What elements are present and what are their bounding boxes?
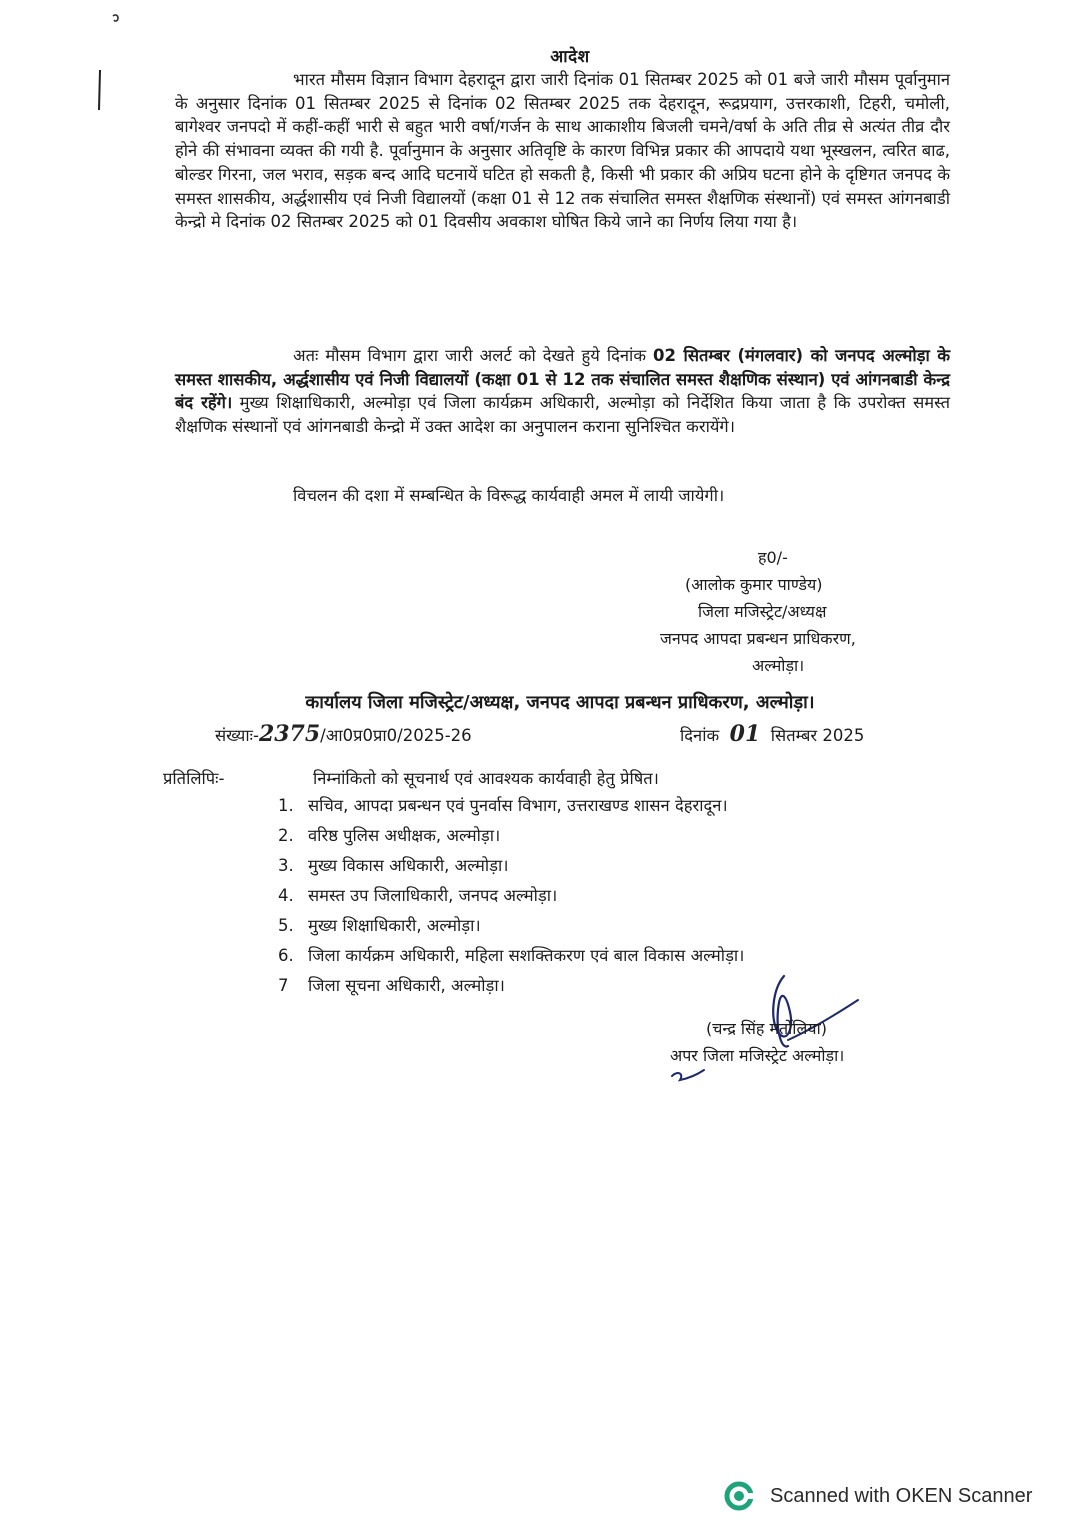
signatory2-name: (चन्द्र सिंह मर्तोलिया) <box>706 1019 827 1038</box>
reference-suffix: /आ0प्र0प्रा0/2025-26 <box>320 726 472 745</box>
reference-number <box>215 721 472 747</box>
additional-magistrate-signature-block <box>670 1015 970 1069</box>
list-item: 1. सचिव, आपदा प्रबन्धन एवं पुनर्वास विभाग, उत्तराखण्ड शासन देहरादून। <box>278 796 728 815</box>
reference-number-handwritten: 2375 <box>258 721 321 747</box>
list-item: 2. वरिष्ठ पुलिस अधीक्षक, अल्मोड़ा। <box>278 826 501 845</box>
district-magistrate-signature-block <box>640 544 940 679</box>
date-rest: सितम्बर 2025 <box>770 726 865 745</box>
scan-speck-mark <box>112 14 120 24</box>
list-item: 5. मुख्य शिक्षाधिकारी, अल्मोड़ा। <box>278 916 481 935</box>
order-paragraph-3: विचलन की दशा में सम्बन्धित के विरूद्ध कार्यवाही अमल में लायी जायेगी। <box>293 486 725 505</box>
reference-label: संख्याः- <box>215 726 259 745</box>
copy-intro: निम्नांकितो को सूचनार्थ एवं आवश्यक कार्यवाही हेतु प्रेषित। <box>313 769 659 788</box>
para2-closure-notice: 02 सितम्बर (मंगलवार) को जनपद अल्मोड़ा के समस्त शासकीय, अर्द्धशासीय एवं निजी विद्यालयों (कक्षा 01 से 12 तक संचालित समस्त शैक्षणिक संस्थान) एवं आंगनबाडी केन्द्र बंद रहेंगे। <box>175 346 950 413</box>
list-item: 3. मुख्य विकास अधिकारी, अल्मोड़ा। <box>278 856 509 875</box>
list-item: 7 जिला सूचना अधिकारी, अल्मोड़ा। <box>278 976 505 995</box>
order-paragraph-2 <box>175 344 950 439</box>
para2-intro: अतः मौसम विभाग द्वारा जारी अलर्ट को देखते हुये दिनांक <box>293 346 654 365</box>
order-heading: आदेश <box>550 47 590 67</box>
office-line: कार्यालय जिला मजिस्ट्रेट/अध्यक्ष, जनपद आपदा प्रबन्धन प्राधिकरण, अल्मोड़ा। <box>305 692 815 713</box>
date-label: दिनांक <box>680 726 720 745</box>
order-paragraph-1: भारत मौसम विज्ञान विभाग देहरादून द्वारा जारी दिनांक 01 सितम्बर 2025 को 01 बजे जारी मौसम पूर्वानुमान के अनुसार दिनांक 01 सितम्बर 2025 से दिनांक 02 सितम्बर 2025 तक देहरादून, रूद्रप्रयाग, उत्तरकाशी, टिहरी, चमोली, बागेश्वर जनपदो में कहीं-कहीं भारी से बहुत भारी वर्षा/गर्जन के साथ आकाशीय बिजली चमने/वर्षा के अति तीव्र से अत्यंत तीव्र दौर होने की संभावना व्यक्त की गयी है. पूर्वानुमान के अनुसार अतिवृष्टि के कारण विभिन्न प्रकार की आपदाये यथा भूस्खलन, त्वरित बाढ, बोल्डर गिरना, जल भराव, सड़क बन्द आदि घटनायें घटित हो सकती है, किसी भी प्रकार की अप्रिय घटना होने के दृष्टिगत जनपद के समस्त शासकीय, अर्द्धशासीय एवं निजी विद्यालयों (कक्षा 01 से 12 तक संचालित समस्त शैक्षणिक संस्थानों) एवं समस्त आंगनबाडी केन्द्रो मे दिनांक 02 सितम्बर 2025 को 01 दिवसीय अवकाश घोषित किये जाने का निर्णय लिया गया है। <box>175 70 950 232</box>
copy-label: प्रतिलिपिः- <box>163 769 225 788</box>
reference-date <box>680 721 864 747</box>
signatory-designation: जिला मजिस्ट्रेट/अध्यक्ष <box>698 602 827 621</box>
scanner-watermark <box>724 1480 1032 1512</box>
signatory-place: अल्मोड़ा। <box>752 656 805 675</box>
oken-scanner-logo-icon <box>724 1481 754 1511</box>
signatory2-designation: अपर जिला मजिस्ट्रेट अल्मोड़ा। <box>670 1046 845 1065</box>
signed-mark: ह0/- <box>758 548 788 567</box>
scanner-watermark-text: Scanned with OKEN Scanner <box>770 1484 1033 1507</box>
list-item: 6. जिला कार्यक्रम अधिकारी, महिला सशक्तिकरण एवं बाल विकास अल्मोड़ा। <box>278 946 745 965</box>
list-item: 4. समस्त उप जिलाधिकारी, जनपद अल्मोड़ा। <box>278 886 558 905</box>
scan-margin-mark <box>98 70 102 110</box>
para2-directive: मुख्य शिक्षाधिकारी, अल्मोड़ा एवं जिला कार्यक्रम अधिकारी, अल्मोड़ा को निर्देशित किया जाता है कि उपरोक्त समस्त शैक्षणिक संस्थानों एवं आंगनबाडी केन्द्रो में उक्त आदेश का अनुपालन कराना सुनिश्चित करायेंगे। <box>175 393 950 437</box>
signatory-authority: जनपद आपदा प्रबन्धन प्राधिकरण, <box>660 629 856 648</box>
signatory-name: (आलोक कुमार पाण्डेय) <box>685 575 823 594</box>
date-handwritten: 01 <box>729 721 761 747</box>
